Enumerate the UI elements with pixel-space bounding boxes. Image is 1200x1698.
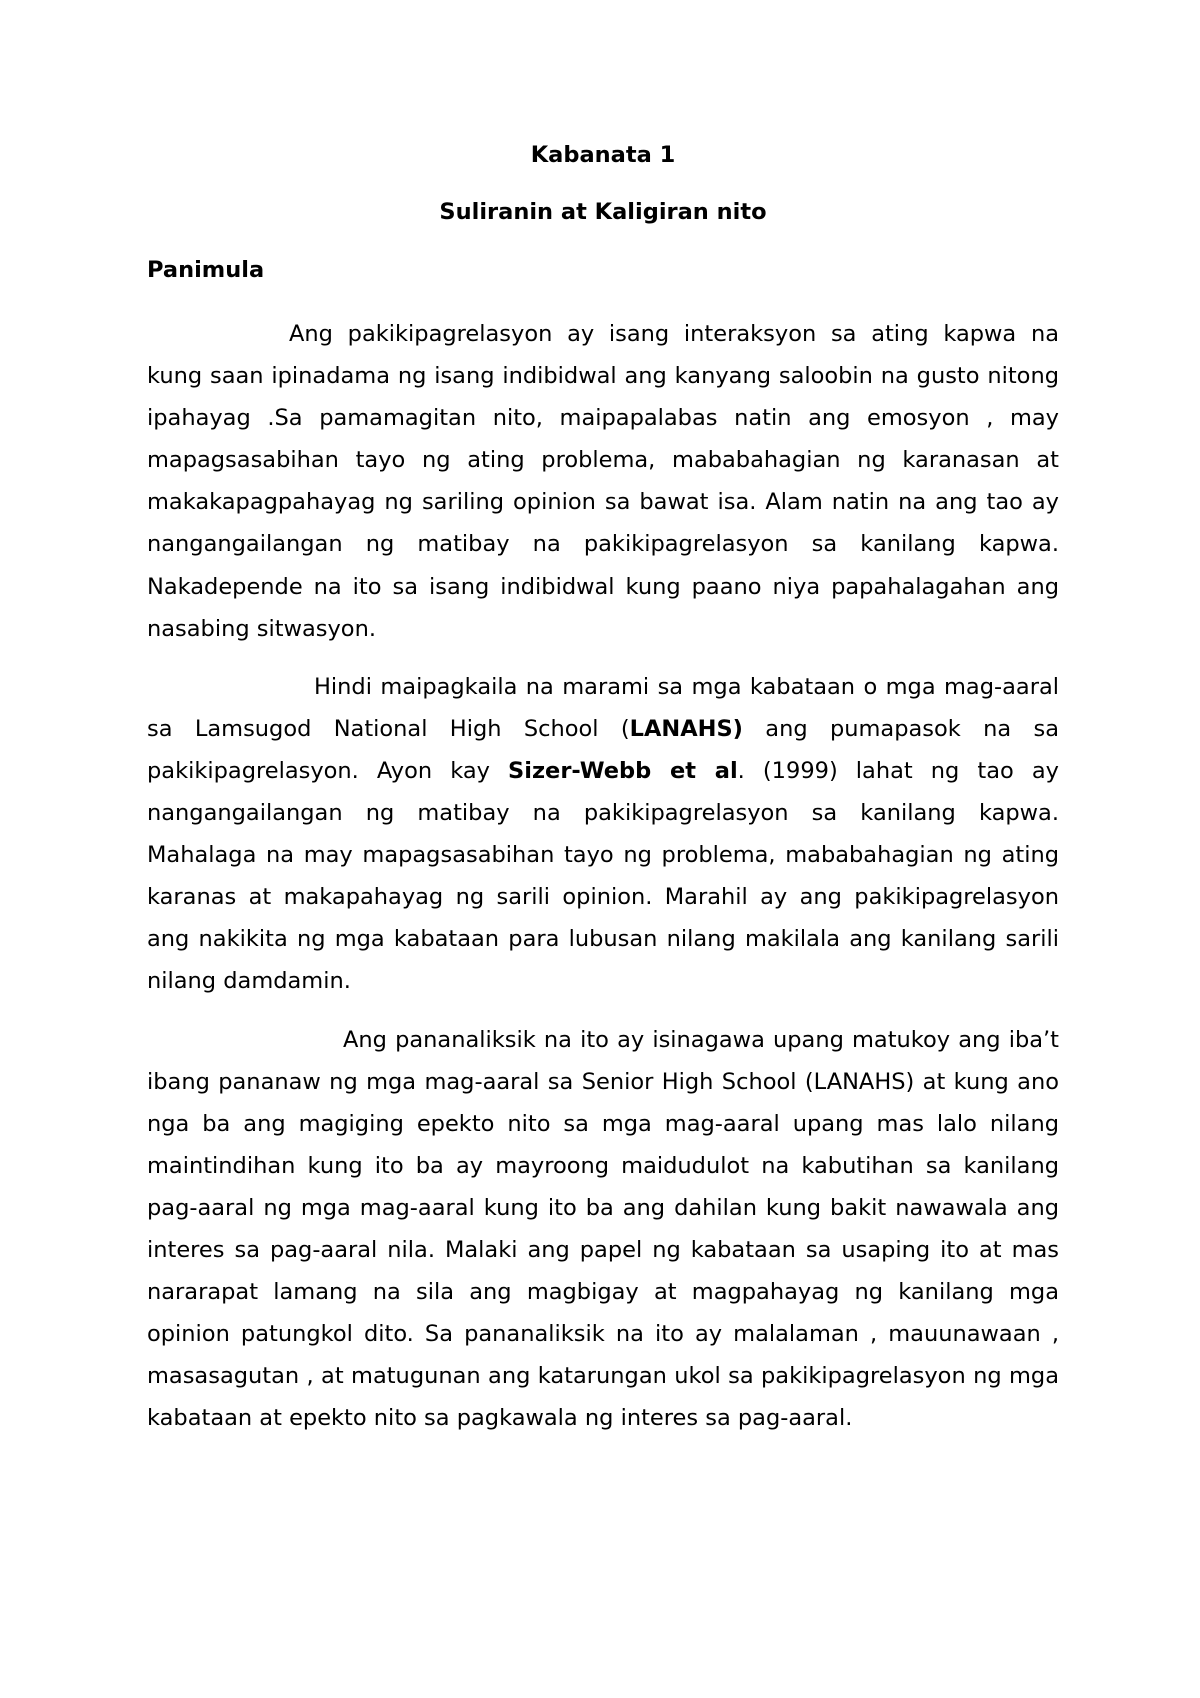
paragraph-3: Ang pananaliksik na ito ay isinagawa upang matukoy ang iba’t ibang pananaw ng mga mag-aaral sa Senior High School (LANAHS) at kung ano nga ba ang magiging epekto nito sa mga mag-aaral upang mas lalo nilang maintindihan kung ito ba ay mayroong maidudulot na kabutihan sa kanilang pag-aaral ng mga mag-aaral kung ito ba ang dahilan kung bakit nawawala ang interes sa pag-aaral nila. Malaki ang papel ng kabataan sa usaping ito at mas nararapat lamang na sila ang magbigay at magpahayag ng kanilang mga opinion patungkol dito. Sa pananaliksik na ito ay malalaman , mauunawaan , masasagutan , at matugunan ang katarungan ukol sa pakikipagrelasyon ng mga kabataan at epekto nito sa pagkawala ng interes sa pag-aaral. bbox=[147, 1026, 1059, 1432]
chapter-title: Suliranin at Kaligiran nito bbox=[439, 199, 767, 225]
lanahs-bold: LANAHS) bbox=[629, 715, 743, 742]
paragraph-1: Ang pakikipagrelasyon ay isang interaksyon sa ating kapwa na kung saan ipinadama ng isang indibidwal ang kanyang saloobin na gusto nitong ipahayag .Sa pamamagitan nito, maipapalabas natin ang emosyon , may mapagsasabihan tayo ng ating problema, mababahagian ng karanasan at makakapagpahayag ng sariling opinion sa bawat isa. Alam natin na ang tao ay nangangailangan ng matibay na pakikipagrelasyon sa kanilang kapwa. Nakadepende na ito sa isang indibidwal kung paano niya papahalagahan ang nasabing sitwasyon. bbox=[147, 321, 1059, 642]
paragraph-2-text-b: ang pumapasok na sa pakikipagrelasyon. Ayon kay bbox=[147, 715, 1059, 784]
document-page bbox=[147, 140, 1059, 1439]
paragraph-2-text-c: . (1999) lahat ng tao ay nangangailangan ng matibay na pakikipagrelasyon sa kanilang kapwa. Mahalaga na may mapagsasabihan tayo ng problema, mababahagian ng ating karanas at makapahayag ng sarili opinion. Marahil ay ang pakikipagrelasyon ang nakikita ng mga kabataan para lubusan nilang makilala ang kanilang sarili nilang damdamin. bbox=[147, 757, 1059, 995]
section-heading: Panimula bbox=[147, 257, 265, 283]
paragraph-2 bbox=[147, 666, 1059, 1003]
citation-author-bold: Sizer-Webb et al bbox=[508, 757, 738, 784]
chapter-heading: Kabanata 1 bbox=[530, 142, 676, 168]
paragraph-2-text-a: Hindi maipagkaila na marami sa mga kabataan o mga mag-aaral sa Lamsugod National High School ( bbox=[147, 673, 1059, 742]
